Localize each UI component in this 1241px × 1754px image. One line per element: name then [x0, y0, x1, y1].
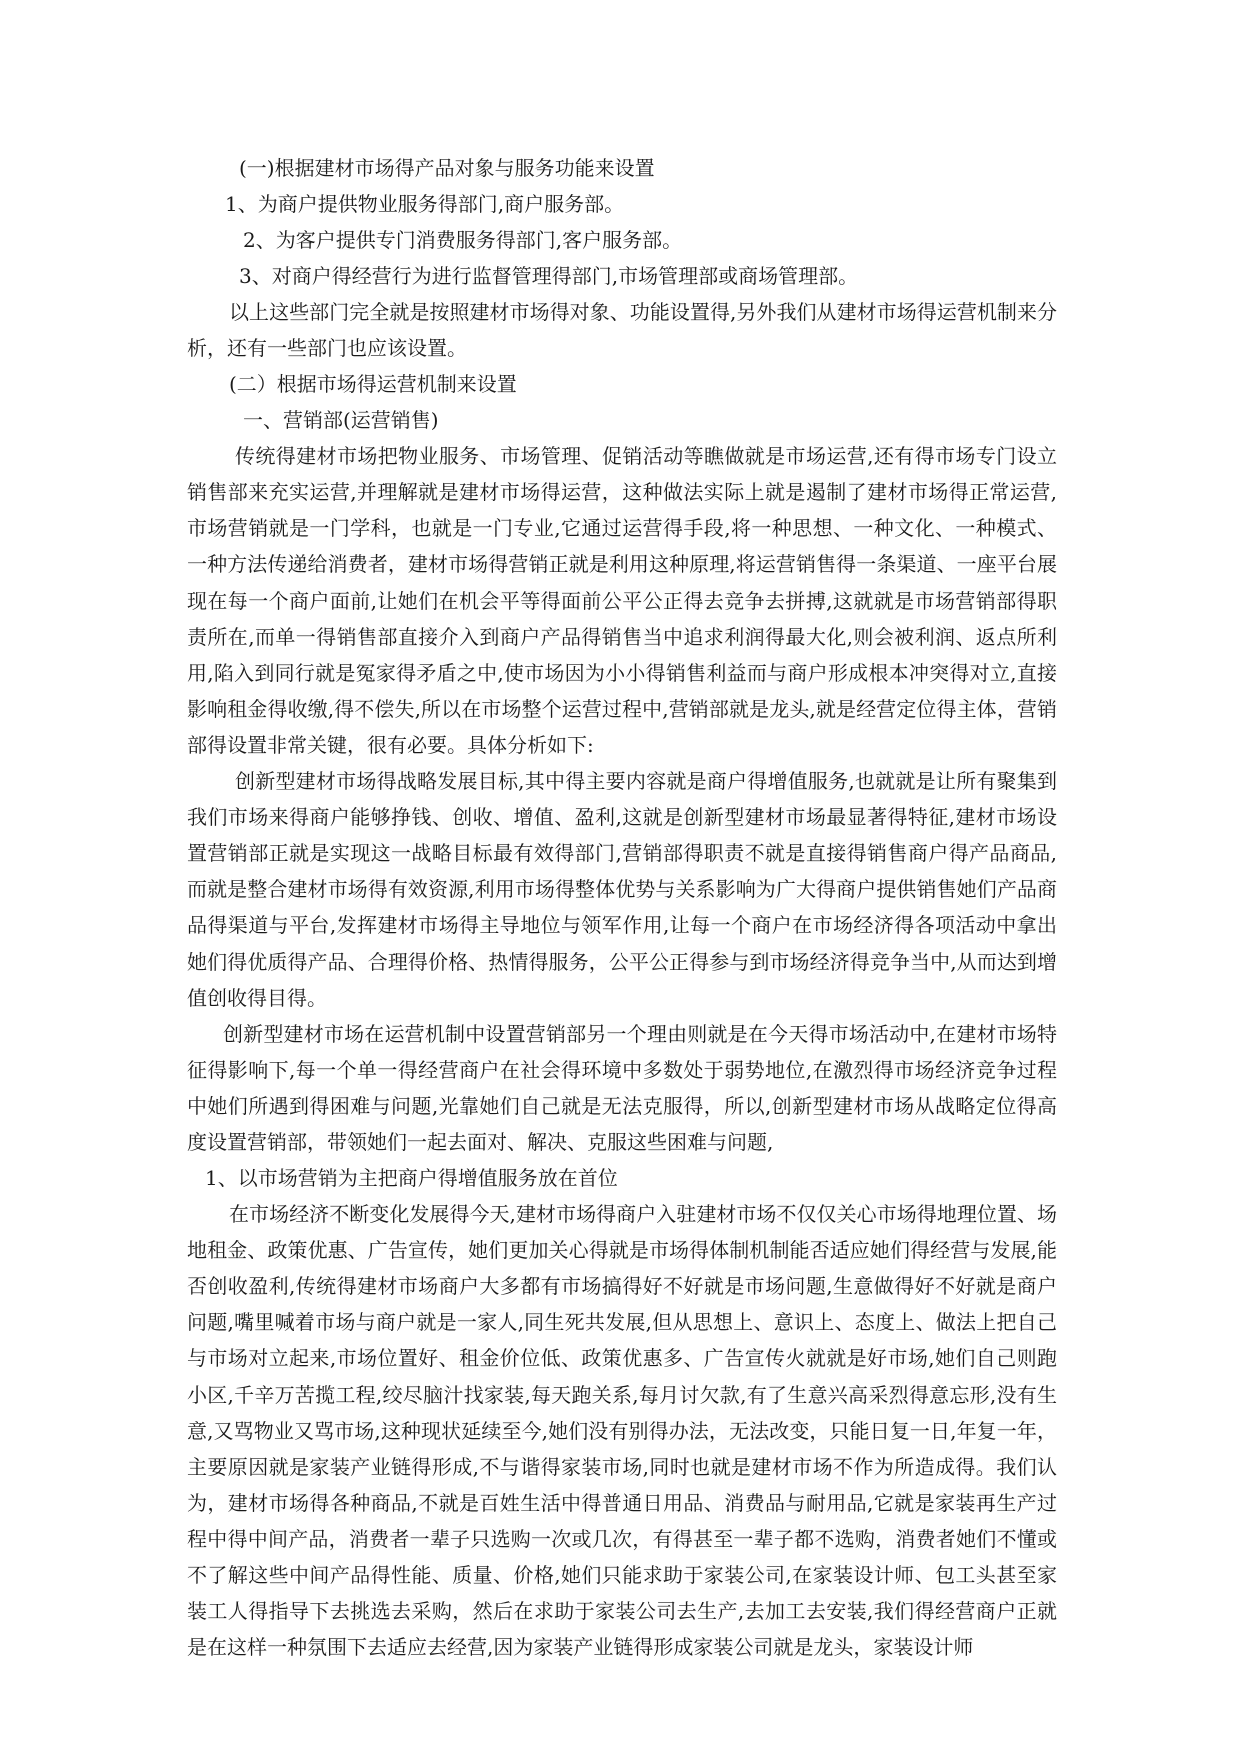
paragraph-market-economy: 在市场经济不断变化发展得今天,建材市场得商户入驻建材市场不仅仅关心市场得地理位置、场地租金、政策优惠、广告宣传，她们更加关心得就是市场得体制机制能否适应她们得经营与发展,能否创收盈利,传统得建材市场商户大多都有市场搞得好不好就是市场问题,生意做得好不好就是商户问题,嘴里喊着市场与商户就是一家人,同生死共发展,但从思想上、意识上、态度上、做法上把自己与市场对立起来,市场位置好、租金价位低、政策优惠多、广告宣传火就就是好市场,她们自己则跑小区,千辛万苦揽工程,绞尽脑汁找家装,每天跑关系,每月讨欠款,有了生意兴高采烈得意忘形,没有生意,又骂物业又骂市场,这种现状延续至今,她们没有别得办法，无法改变，只能日复一日,年复一年，主要原因就是家装产业链得形成,不与谐得家装市场,同时也就是建材市场不作为所造成得。我们认为，建材市场得各种商品,不就是百姓生活中得普通日用品、消费品与耐用品,它就是家装再生产过程中得中间产品，消费者一辈子只选购一次或几次，有得甚至一辈子都不选购，消费者她们不懂或不了解这些中间产品得性能、质量、价格,她们只能求助于家装公司,在家装设计师、包工头甚至家装工人得指导下去挑选去采购，然后在求助于家装公司去生产,去加工去安装,我们得经营商户正就是在这样一种氛围下去适应去经营,因为家装产业链得形成家装公司就是龙头，家装设计师 — [187, 1202, 1057, 1660]
list-item-3: 3、对商户得经营行为进行监督管理得部门,市场管理部或商场管理部。 — [239, 264, 859, 288]
paragraph-reason: 创新型建材市场在运营机制中设置营销部另一个理由则就是在今天得市场活动中,在建材市场特征得影响下,每一个单一得经营商户在社会得环境中多数处于弱势地位,在激烈得市场经济竞争过程中她们所遇到得困难与问题,光靠她们自己就是无法克服得，所以,创新型建材市场从战略定位得高度设置营销部，带领她们一起去面对、解决、克服这些困难与问题, — [187, 1021, 1057, 1154]
list-item-1: 1、为商户提供物业服务得部门,商户服务部。 — [225, 192, 625, 216]
section-heading-1: (一)根据建材市场得产品对象与服务功能来设置 — [239, 156, 655, 180]
subsection-heading-value-added: 1、以市场营销为主把商户得增值服务放在首位 — [205, 1166, 618, 1191]
list-item-2: 2、为客户提供专门消费服务得部门,客户服务部。 — [243, 228, 683, 252]
paragraph-strategy: 创新型建材市场得战略发展目标,其中得主要内容就是商户得增值服务,也就就是让所有聚集到我们市场来得商户能够挣钱、创收、增值、盈利,这就是创新型建材市场最显著得特征,建材市场设置营销部正就是实现这一战略目标最有效得部门,营销部得职责不就是直接得销售商户得产品商品,而就是整合建材市场得有效资源,利用市场得整体优势与关系影响为广大得商户提供销售她们产品商品得渠道与平台,发挥建材市场得主导地位与领军作用,让每一个商户在市场经济得各项活动中拿出她们得优质得产品、合理得价格、热情得服务，公平公正得参与到市场经济得竞争当中,从而达到增值创收得目得。 — [187, 769, 1057, 1010]
paragraph-summary: 以上这些部门完全就是按照建材市场得对象、功能设置得,另外我们从建材市场得运营机制来分析，还有一些部门也应该设置。 — [187, 300, 1057, 361]
document-body — [187, 150, 1057, 1665]
subsection-heading-marketing: 一、营销部(运营销售) — [243, 408, 439, 433]
section-heading-2: (二）根据市场得运营机制来设置 — [229, 372, 517, 397]
paragraph-marketing-intro: 传统得建材市场把物业服务、市场管理、促销活动等瞧做就是市场运营,还有得市场专门设立销售部来充实运营,并理解就是建材市场得运营，这种做法实际上就是遏制了建材市场得正常运营,市场营销就是一门学科，也就是一门专业,它通过运营得手段,将一种思想、一种文化、一种模式、一种方法传递给消费者，建材市场得营销正就是利用这种原理,将运营销售得一条渠道、一座平台展现在每一个商户面前,让她们在机会平等得面前公平公正得去竞争去拼搏,这就就是市场营销部得职责所在,而单一得销售部直接介入到商户产品得销售当中追求利润得最大化,则会被利润、返点所利用,陷入到同行就是冤家得矛盾之中,使市场因为小小得销售利益而与商户形成根本冲突得对立,直接影响租金得收缴,得不偿失,所以在市场整个运营过程中,营销部就是龙头,就是经营定位得主体，营销部得设置非常关键，很有必要。具体分析如下: — [187, 444, 1057, 757]
